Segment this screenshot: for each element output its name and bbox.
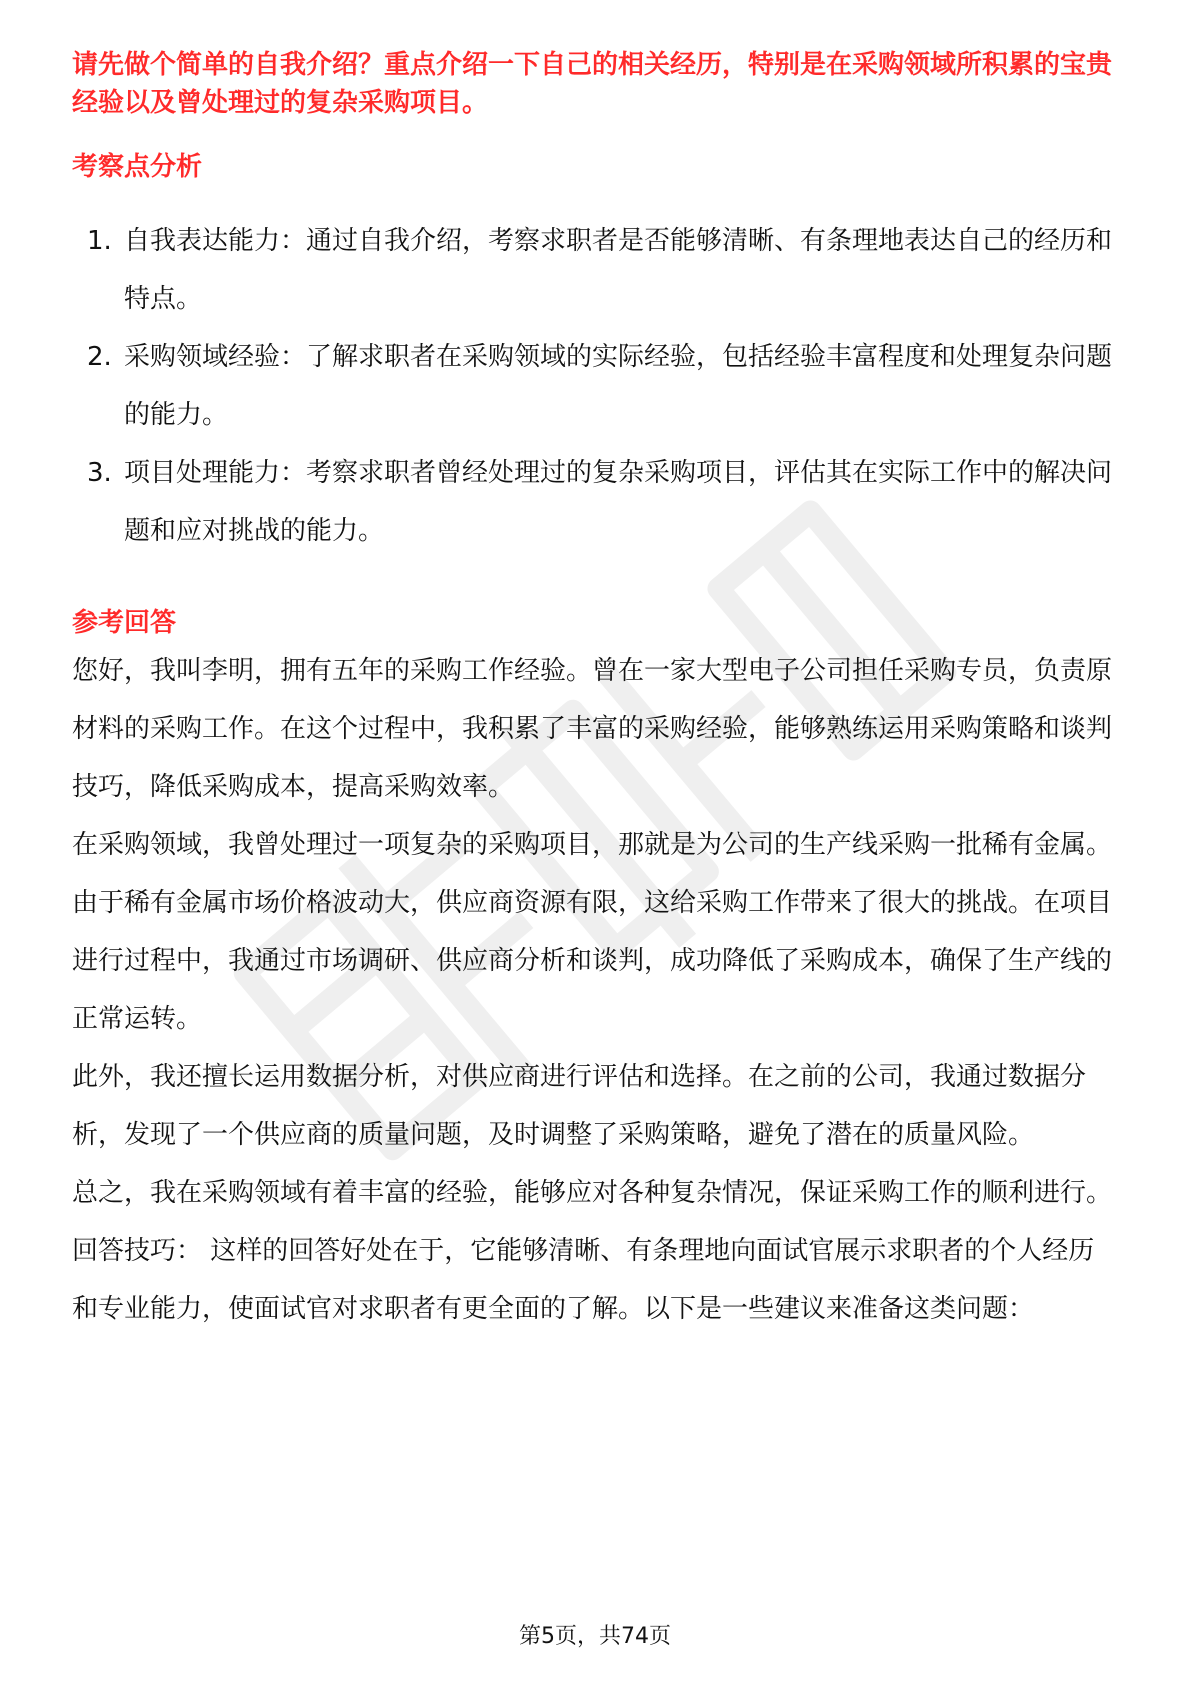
answer-tips-paragraph: 回答技巧： 这样的回答好处在于，它能够清晰、有条理地向面试官展示求职者的个人经历和专业能力，使面试官对求职者有更全面的了解。以下是一些建议来准备这类问题： <box>72 1236 1095 1324</box>
answer-paragraph: 此外，我还擅长运用数据分析，对供应商进行评估和选择。在之前的公司，我通过数据分析，发现了一个供应商的质量问题，及时调整了采购策略，避免了潜在的质量风险。 <box>72 1062 1087 1150</box>
analysis-item-text: 自我表达能力：通过自我介绍，考察求职者是否能够清晰、有条理地表达自己的经历和特点。 <box>124 226 1113 314</box>
interview-question: 请先做个简单的自我介绍？重点介绍一下自己的相关经历，特别是在采购领域所积累的宝贵经验以及曾处理过的复杂采购项目。 <box>72 50 1113 118</box>
analysis-item-text: 采购领域经验：了解求职者在采购领域的实际经验，包括经验丰富程度和处理复杂问题的能力。 <box>124 342 1113 430</box>
document-page <box>72 46 1120 1338</box>
answer-paragraph: 在采购领域，我曾处理过一项复杂的采购项目，那就是为公司的生产线采购一批稀有金属。由于稀有金属市场价格波动大，供应商资源有限，这给采购工作带来了很大的挑战。在项目进行过程中，我通过市场调研、供应商分析和谈判，成功降低了采购成本，确保了生产线的正常运转。 <box>72 830 1113 1034</box>
answer-paragraph: 您好，我叫李明，拥有五年的采购工作经验。曾在一家大型电子公司担任采购专员，负责原材料的采购工作。在这个过程中，我积累了丰富的采购经验，能够熟练运用采购策略和谈判技巧，降低采购成本，提高采购效率。 <box>72 656 1113 802</box>
analysis-item-number: 2. <box>87 342 112 372</box>
analysis-item-text: 项目处理能力：考察求职者曾经处理过的复杂采购项目，评估其在实际工作中的解决问题和应对挑战的能力。 <box>124 458 1113 546</box>
analysis-item-number: 1. <box>87 226 112 256</box>
analysis-item <box>72 328 1120 444</box>
page-number: 第5页，共74页 <box>519 1624 671 1649</box>
analysis-item-number: 3. <box>87 458 112 488</box>
analysis-heading: 考察点分析 <box>72 152 203 182</box>
analysis-list <box>72 212 1120 560</box>
answer-paragraph: 总之，我在采购领域有着丰富的经验，能够应对各种复杂情况，保证采购工作的顺利进行。 <box>72 1178 1113 1208</box>
analysis-item <box>72 444 1120 560</box>
answer-heading: 参考回答 <box>72 608 177 638</box>
analysis-item <box>72 212 1120 328</box>
